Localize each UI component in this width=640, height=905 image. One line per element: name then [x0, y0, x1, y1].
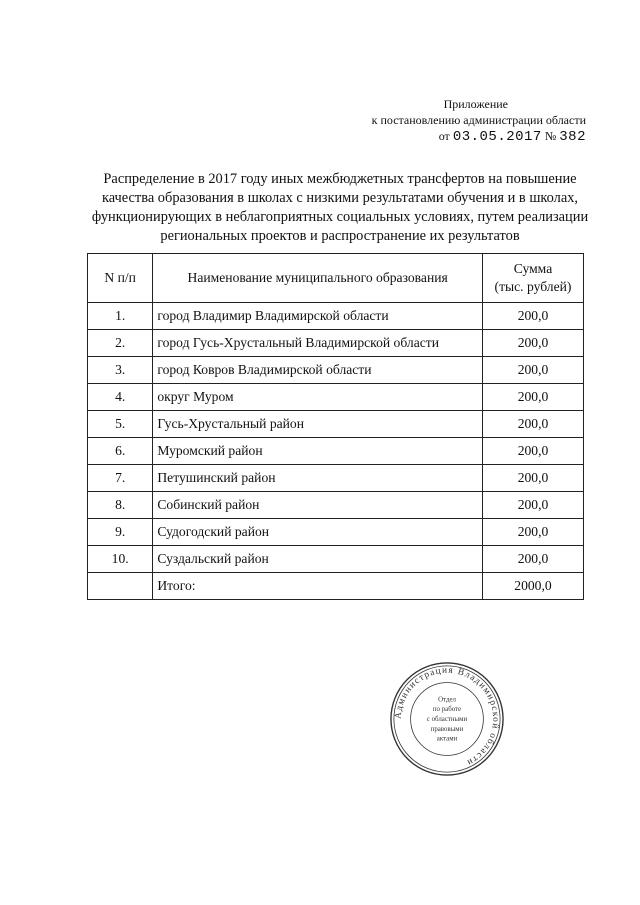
row-sum: 200,0: [482, 411, 583, 438]
table-row: [88, 411, 584, 438]
row-name: город Владимир Владимирской области: [153, 303, 483, 330]
header-sum: [482, 254, 583, 303]
row-sum: 200,0: [482, 357, 583, 384]
number-sign: №: [544, 129, 557, 143]
row-num: 8.: [88, 492, 153, 519]
row-name: Гусь-Хрустальный район: [153, 411, 483, 438]
distribution-table: [87, 253, 584, 600]
table-total-row: [88, 573, 584, 600]
row-sum: 200,0: [482, 492, 583, 519]
header-name: Наименование муниципального образования: [153, 254, 483, 303]
total-label: Итого:: [153, 573, 483, 600]
table-row: [88, 492, 584, 519]
row-name: Собинский район: [153, 492, 483, 519]
row-sum: 200,0: [482, 330, 583, 357]
row-name: город Ковров Владимирской области: [153, 357, 483, 384]
header-sum-line2: (тыс. рублей): [494, 279, 572, 294]
row-num: 4.: [88, 384, 153, 411]
stamp-line: Отдел: [438, 696, 456, 704]
row-sum: 200,0: [482, 384, 583, 411]
stamp-line: по работе: [432, 706, 462, 714]
row-name: Муромский район: [153, 438, 483, 465]
table-row: [88, 546, 584, 573]
header-sum-line1: Сумма: [513, 261, 553, 276]
row-sum: 200,0: [482, 546, 583, 573]
date-prefix: от: [438, 129, 450, 143]
row-num: 10.: [88, 546, 153, 573]
row-name: Суздальский район: [153, 546, 483, 573]
table-row: [88, 465, 584, 492]
appendix-header: [286, 96, 586, 145]
row-sum: 200,0: [482, 303, 583, 330]
table-row: [88, 330, 584, 357]
resolution-date: 03.05.2017: [452, 129, 542, 145]
row-num: 5.: [88, 411, 153, 438]
row-sum: 200,0: [482, 438, 583, 465]
table-row: [88, 438, 584, 465]
stamp-line: правовыми: [430, 725, 464, 733]
row-name: округ Муром: [153, 384, 483, 411]
row-num: 3.: [88, 357, 153, 384]
row-name: город Гусь-Хрустальный Владимирской области: [153, 330, 483, 357]
row-name: Судогодский район: [153, 519, 483, 546]
table-row: [88, 519, 584, 546]
row-num: 7.: [88, 465, 153, 492]
row-name: Петушинский район: [153, 465, 483, 492]
table-row: [88, 384, 584, 411]
stamp-ring-text: Администрация Владимирской области: [393, 665, 501, 768]
row-num: 2.: [88, 330, 153, 357]
row-sum: 200,0: [482, 519, 583, 546]
table-row: [88, 303, 584, 330]
table-header-row: [88, 254, 584, 303]
row-sum: 200,0: [482, 465, 583, 492]
stamp-line: с областными: [426, 715, 468, 723]
appendix-label: Приложение: [443, 97, 508, 111]
row-num: 1.: [88, 303, 153, 330]
total-num: [88, 573, 153, 600]
row-num: 9.: [88, 519, 153, 546]
row-num: 6.: [88, 438, 153, 465]
header-num: N п/п: [88, 254, 153, 303]
document-title: Распределение в 2017 году иных межбюджетных трансфертов на повышение качества образования в школах с низкими результатами обучения и в школах, функционирующих в неблагоприятных социальных условиях, путем реализации региональных проектов и распространение их результатов: [91, 171, 589, 244]
total-sum: 2000,0: [482, 573, 583, 600]
official-stamp: [388, 660, 506, 778]
appendix-reference: к постановлению администрации области: [371, 113, 586, 127]
resolution-number: 382: [559, 129, 586, 145]
table-row: [88, 357, 584, 384]
stamp-line: актами: [436, 735, 458, 743]
